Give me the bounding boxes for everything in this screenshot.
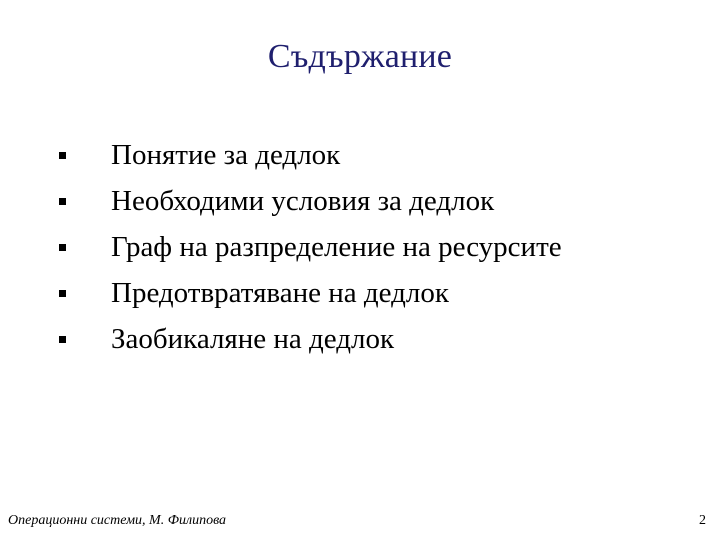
list-item [55,178,562,224]
bullet-text: Понятие за дедлок [111,138,341,171]
bullet-text: Необходими условия за дедлок [111,184,495,217]
square-bullet-icon [59,290,66,297]
list-item [55,224,562,270]
square-bullet-icon [59,244,66,251]
bullet-text: Граф на разпределение на ресурсите [111,230,562,263]
list-item [55,132,562,178]
list-item [55,270,562,316]
slide-title: Съдържание [267,38,453,75]
list-item [55,316,562,362]
square-bullet-icon [59,198,66,205]
bullet-list [55,132,562,362]
square-bullet-icon [59,152,66,159]
page-number: 2 [699,513,706,528]
square-bullet-icon [59,336,66,343]
footer-course-author: Операционни системи, М. Филипова [8,513,227,528]
bullet-text: Заобикаляне на дедлок [111,322,395,355]
bullet-text: Предотвратяване на дедлок [111,276,449,309]
